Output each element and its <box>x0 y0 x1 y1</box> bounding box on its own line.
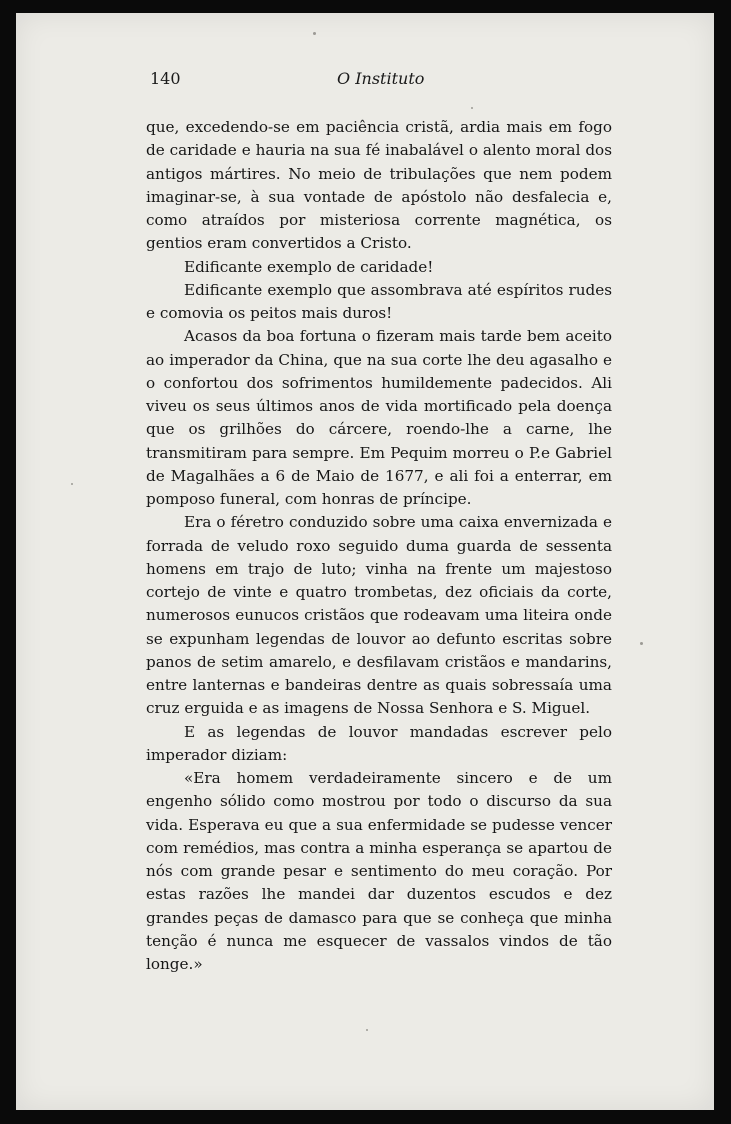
paragraph-4: Acasos da boa fortuna o fizeram mais tarde bem aceito ao imperador da China, que na sua corte lhe deu agasalho e o confortou dos sofrimentos humildemente padecidos. Ali viveu os seus últimos anos de vida mortificado pela doença que os grilhões do cárcere, roendo-lhe a carne, lhe transmitiram para sempre. Em Pequim morreu o P.e Gabriel de Magalhães a 6 de Maio de 1677, e ali foi a enterrar, em pomposo funeral, com honras de príncipe. <box>146 327 612 508</box>
paragraph-1: que, excedendo-se em paciência cristã, ardia mais em fogo de caridade e hauria na sua fé inabalável o alento moral dos antigos mártires. No meio de tribulações que nem podem imaginar-se, à sua vontade de apóstolo não desfalecia e, como atraídos por misteriosa corrente magnética, os gentios eram convertidos a Cristo. <box>146 118 612 253</box>
paragraph-3: Edificante exemplo que assombrava até espíritos rudes e comovia os peitos mais duros! <box>146 280 612 322</box>
body-text <box>146 116 612 976</box>
paragraph-2: Edificante exemplo de caridade! <box>184 257 434 276</box>
page-number: 140 <box>150 69 181 88</box>
running-header <box>147 67 602 93</box>
running-title: O Instituto <box>337 69 425 88</box>
quotation-paragraph: «Era homem verdadeiramente sincero e de um engenho sólido como mostrou por todo o discurso da sua vida. Esperava eu que a sua enfermidade se pudesse vencer com remédios, mas contra a minha esperança se apartou de nós com grande pesar e sentimento do meu coração. Por estas razões lhe mandei dar duzentos escudos e dez grandes peças de damasco para que se conheça que minha tenção é nunca me esquecer de vassalos vindos de tão longe.» <box>146 769 612 973</box>
paragraph-6: E as legendas de louvor mandadas escrever pelo imperador diziam: <box>146 722 612 764</box>
paragraph-5: Era o féretro conduzido sobre uma caixa envernizada e forrada de veludo roxo seguido duma guarda de sessenta homens em trajo de luto; vinha na frente um majestoso cortejo de vinte e quatro trombetas, dez oficiais da corte, numerosos eunucos cristãos que rodeavam uma liteira onde se expunham legendas de louvor ao defunto escritas sobre panos de setim amarelo, e desfilavam cristãos e mandarins, entre lanternas e bandeiras dentre as quais sobressaía uma cruz erguida e as imagens de Nossa Senhora e S. Miguel. <box>146 513 612 718</box>
